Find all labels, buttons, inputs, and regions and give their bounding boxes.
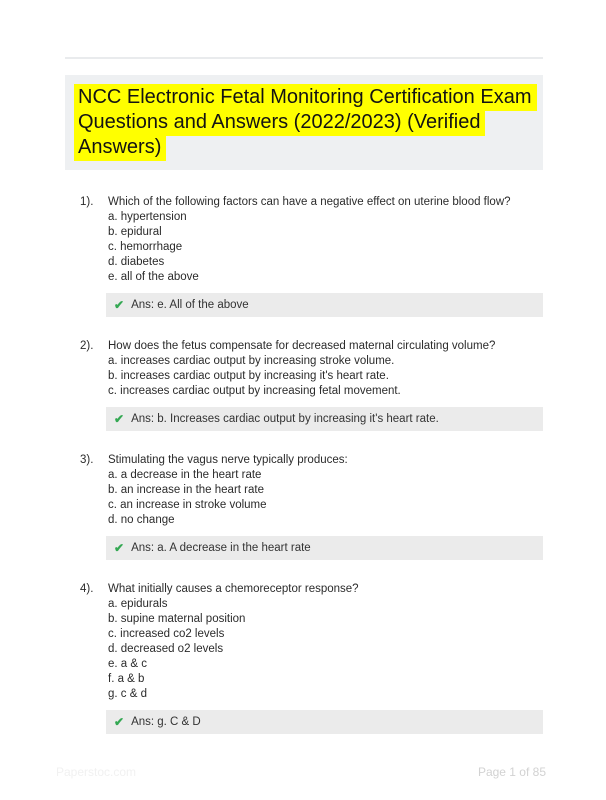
option-line: b. epidural xyxy=(108,226,162,238)
watermark: Paperstoc.com xyxy=(56,765,137,779)
document-page xyxy=(65,0,543,756)
option-line: c. an increase in stroke volume xyxy=(108,499,267,511)
option-line: c. increases cardiac output by increasing fetal movement. xyxy=(108,385,401,397)
header-divider xyxy=(65,57,543,59)
option-line: e. all of the above xyxy=(108,271,199,283)
question-row xyxy=(65,195,543,210)
question-row xyxy=(65,339,543,354)
question-block xyxy=(65,195,543,317)
answer-box xyxy=(106,710,543,734)
question-block xyxy=(65,339,543,431)
check-icon: ✔ xyxy=(114,412,125,426)
answer-box xyxy=(106,407,543,431)
question-row xyxy=(65,453,543,468)
option-line: a. a decrease in the heart rate xyxy=(108,469,262,481)
option-line: a. increases cardiac output by increasing stroke volume. xyxy=(108,355,395,367)
question-list xyxy=(65,195,543,734)
question-number: 4). xyxy=(80,583,94,595)
question-text: How does the fetus compensate for decreased maternal circulating volume? xyxy=(108,340,496,352)
answer-text: Ans: e. All of the above xyxy=(131,298,249,311)
question-text: Which of the following factors can have a negative effect on uterine blood flow? xyxy=(108,196,511,208)
option-line: a. epidurals xyxy=(108,598,168,610)
page-footer xyxy=(56,765,546,779)
question-number: 2). xyxy=(80,340,94,352)
option-line: b. supine maternal position xyxy=(108,613,246,625)
question-text: Stimulating the vagus nerve typically produces: xyxy=(108,454,348,466)
option-line: a. hypertension xyxy=(108,211,187,223)
page-indicator: Page 1 of 85 xyxy=(477,765,546,779)
answer-box xyxy=(106,536,543,560)
answer-box xyxy=(106,293,543,317)
option-line: c. hemorrhage xyxy=(108,241,183,253)
title-box xyxy=(65,75,543,170)
page-title xyxy=(74,85,533,160)
option-line: b. an increase in the heart rate xyxy=(108,484,264,496)
check-icon: ✔ xyxy=(114,541,125,555)
question-block xyxy=(65,453,543,560)
option-line: b. increases cardiac output by increasing it's heart rate. xyxy=(108,370,389,382)
option-line: f. a & b xyxy=(108,673,145,685)
check-icon: ✔ xyxy=(114,715,125,729)
question-number: 1). xyxy=(80,196,94,208)
answer-text: Ans: a. A decrease in the heart rate xyxy=(131,541,311,554)
page-title-highlight: NCC Electronic Fetal Monitoring Certification Exam Questions and Answers (2022/2023) (Verified Answers) xyxy=(74,84,537,161)
answer-text: Ans: g. C & D xyxy=(131,715,201,728)
option-line: c. increased co2 levels xyxy=(108,628,225,640)
answer-text: Ans: b. Increases cardiac output by increasing it's heart rate. xyxy=(131,412,439,425)
option-line: d. no change xyxy=(108,514,175,526)
option-line: g. c & d xyxy=(108,688,147,700)
question-row xyxy=(65,582,543,597)
option-line: d. diabetes xyxy=(108,256,165,268)
question-text: What initially causes a chemoreceptor response? xyxy=(108,583,359,595)
question-block xyxy=(65,582,543,734)
check-icon: ✔ xyxy=(114,298,125,312)
question-number: 3). xyxy=(80,454,94,466)
option-line: d. decreased o2 levels xyxy=(108,643,224,655)
option-line: e. a & c xyxy=(108,658,147,670)
